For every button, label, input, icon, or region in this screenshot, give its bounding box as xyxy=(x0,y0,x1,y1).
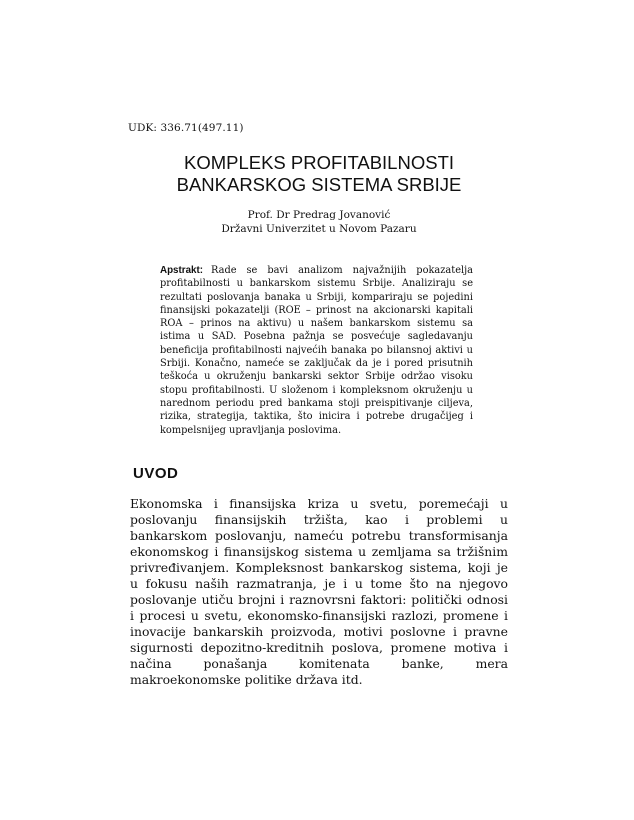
author-name: Prof. Dr Predrag Jovanović xyxy=(247,209,391,221)
abstract xyxy=(160,264,473,437)
title-line-2: BANKARSKOG SISTEMA SRBIJE xyxy=(176,174,462,195)
paper-title xyxy=(128,152,510,196)
body-paragraph: Ekonomska i finansijska kriza u svetu, poremećaji u poslovanju finansijskih tržišta, kao i problemi u bankarskom poslovanju, nameću potrebu transformisanja ekonomskog i finansijskog sistema u zemljama sa tržišnim privređivanjem. Kompleksnost bankarskog sistema, koji je u fokusu naših razmatranja, je i u tome što na njegovo poslovanje utiču brojni i raznovrsni faktori: politički odnosi i procesi u svetu, ekonomsko-finansijski razlozi, promene i inovacije bankarskih proizvoda, motivi poslovne i pravne sigurnosti depozitno-kreditnih poslova, promene motiva i načina ponašanja komitenata banke, mera makroekonomske politike država itd. xyxy=(130,496,508,687)
udk-code: UDK: 336.71(497.11) xyxy=(128,122,244,134)
abstract-text: Rade se bavi analizom najvažnijih pokazatelja profitabilnosti u bankarskom sistemu Srbije. Analiziraju se rezultati poslovanja banaka u Srbiji, kompariraju se pojedini finansijski pokazatelji (ROE – prinost na akcionarski kapitali ROA – prinos na aktivu) u našem bankarskom sistemu sa istima u SAD. Posebna pažnja se posvećuje sagledavanju beneficija profitabilnosti najvećih banaka po bilansnoj aktivi u Srbiji. Konačno, nameće se zaključak da je i pored prisutnih teškoća u okruženju bankarski sektor Srbije održao visoku stopu profitabilnosti. U složenom i kompleksnom okruženju u narednom periodu pred bankama stoji preispitivanje ciljeva, rizika, strategija, taktika, što inicira i potrebe drugačijeg i kompelsnijeg upravljanja poslovima. xyxy=(160,265,473,436)
author-block xyxy=(128,208,510,236)
title-line-1: KOMPLEKS PROFITABILNOSTI xyxy=(183,152,455,173)
section-heading: UVOD xyxy=(133,465,179,482)
author-affiliation: Državni Univerzitet u Novom Pazaru xyxy=(221,223,417,235)
abstract-label: Apstrakt: xyxy=(160,265,204,276)
